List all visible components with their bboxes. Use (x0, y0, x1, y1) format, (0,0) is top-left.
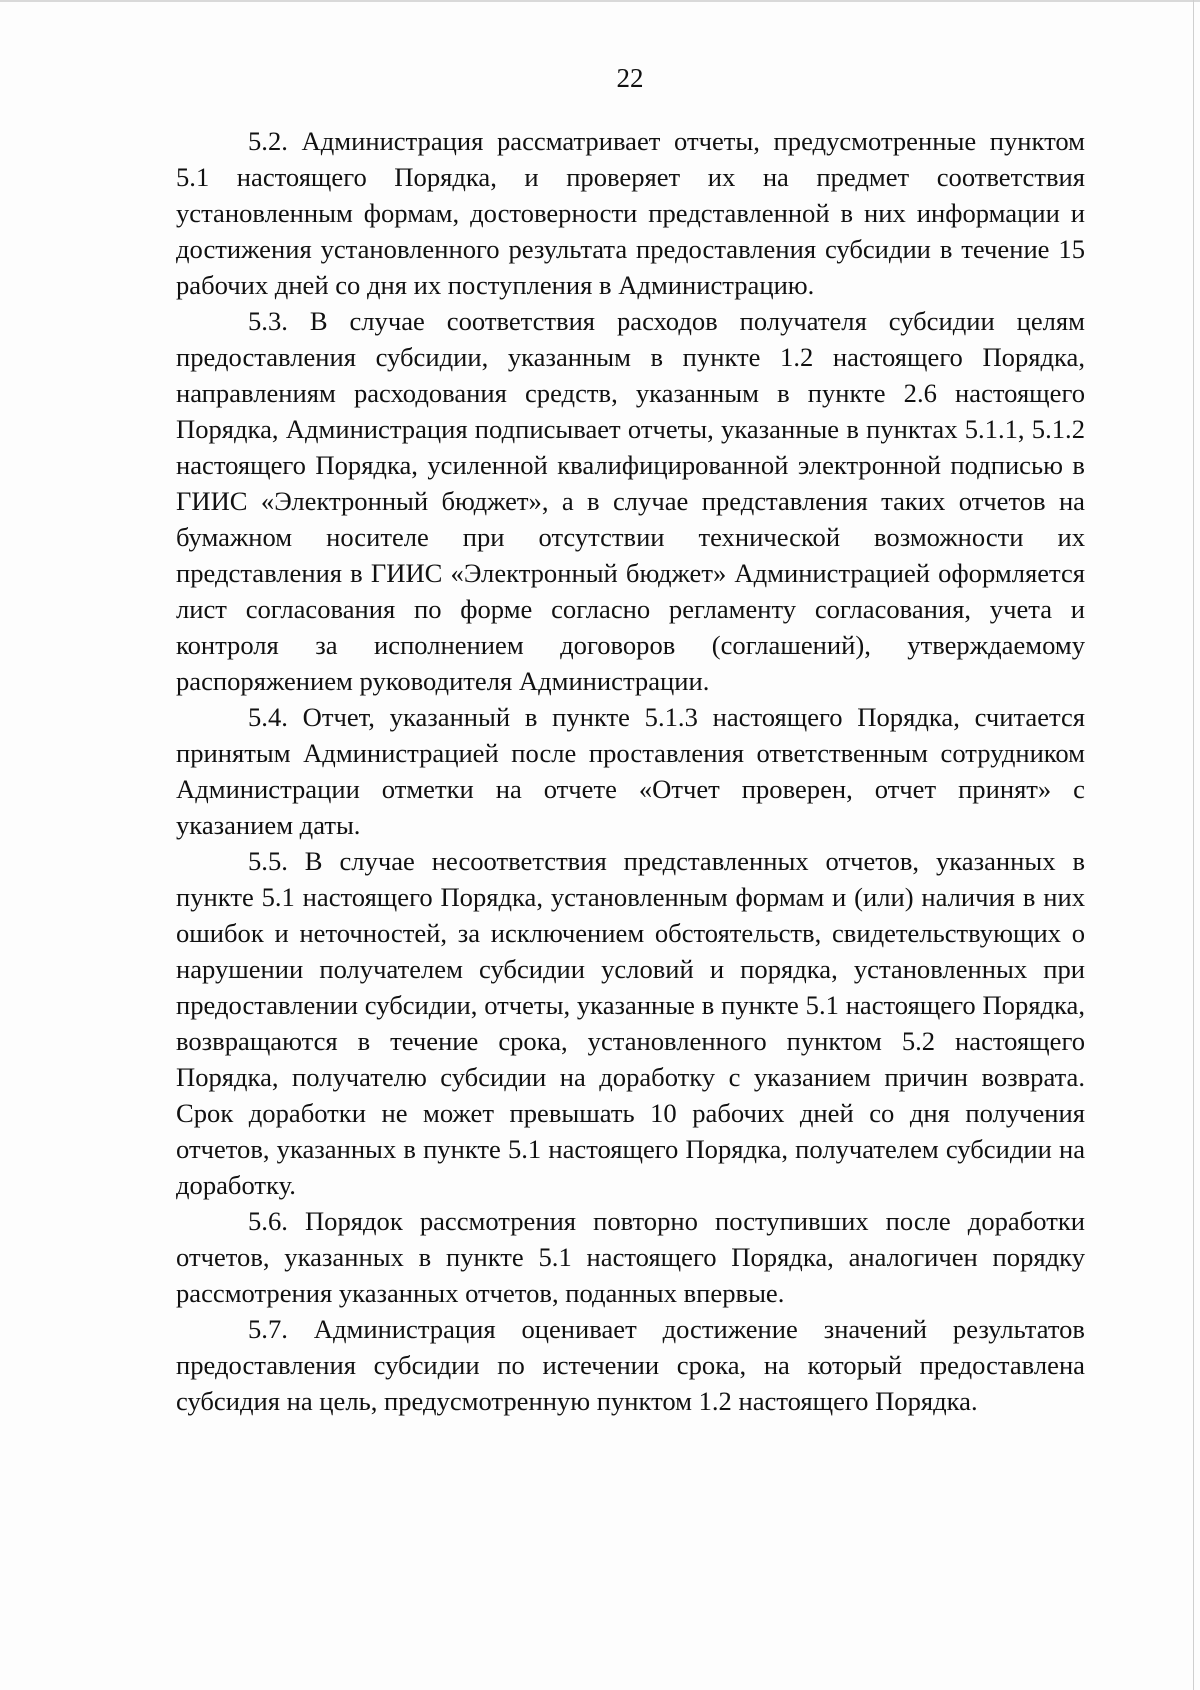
scan-right-edge (1193, 0, 1194, 1690)
paragraph-5-6: 5.6. Порядок рассмотрения повторно поступивших после доработки отчетов, указанных в пункте 5.1 настоящего Порядка, аналогичен порядку рассмотрения указанных отчетов, поданных впервые. (176, 1206, 1085, 1308)
paragraph-5-7: 5.7. Администрация оценивает достижение значений результатов предоставления субсидии по истечении срока, на который предоставлена субсидия на цель, предусмотренную пунктом 1.2 настоящего Порядка. (176, 1314, 1085, 1416)
paragraph-5-4: 5.4. Отчет, указанный в пункте 5.1.3 настоящего Порядка, считается принятым Администрацией после проставления ответственным сотрудником Администрации отметки на отчете «Отчет проверен, отчет принят» с указанием даты. (176, 702, 1085, 840)
paragraph-5-3: 5.3. В случае соответствия расходов получателя субсидии целям предоставления субсидии, указанным в пункте 1.2 настоящего Порядка, направлениям расходования средств, указанным в пункте 2.6 настоящего Порядка, Администрация подписывает отчеты, указанные в пунктах 5.1.1, 5.1.2 настоящего Порядка, усиленной квалифицированной электронной подписью в ГИИС «Электронный бюджет», а в случае представления таких отчетов на бумажном носителе при отсутствии технической возможности их представления в ГИИС «Электронный бюджет» Администрацией оформляется лист согласования по форме согласно регламенту согласования, учета и контроля за исполнением договоров (соглашений), утверждаемому распоряжением руководителя Администрации. (176, 306, 1085, 696)
paragraph-5-2: 5.2. Администрация рассматривает отчеты, предусмотренные пунктом 5.1 настоящего Порядка, и проверяет их на предмет соответствия установленным формам, достоверности представленной в них информации и достижения установленного результата предоставления субсидии в течение 15 рабочих дней со дня их поступления в Администрацию. (176, 126, 1085, 300)
paragraph-5-5: 5.5. В случае несоответствия представленных отчетов, указанных в пункте 5.1 настоящего Порядка, установленным формам и (или) наличия в них ошибок и неточностей, за исключением обстоятельств, свидетельствующих о нарушении получателем субсидии условий и порядка, установленных при предоставлении субсидии, отчеты, указанные в пункте 5.1 настоящего Порядка, возвращаются в течение срока, установленного пунктом 5.2 настоящего Порядка, получателю субсидии на доработку с указанием причин возврата. Срок доработки не может превышать 10 рабочих дней со дня получения отчетов, указанных в пункте 5.1 настоящего Порядка, получателем субсидии на доработку. (176, 846, 1085, 1200)
page-number: 22 (616, 63, 644, 93)
document-body (176, 123, 1085, 1419)
scan-top-edge (0, 0, 1200, 2)
